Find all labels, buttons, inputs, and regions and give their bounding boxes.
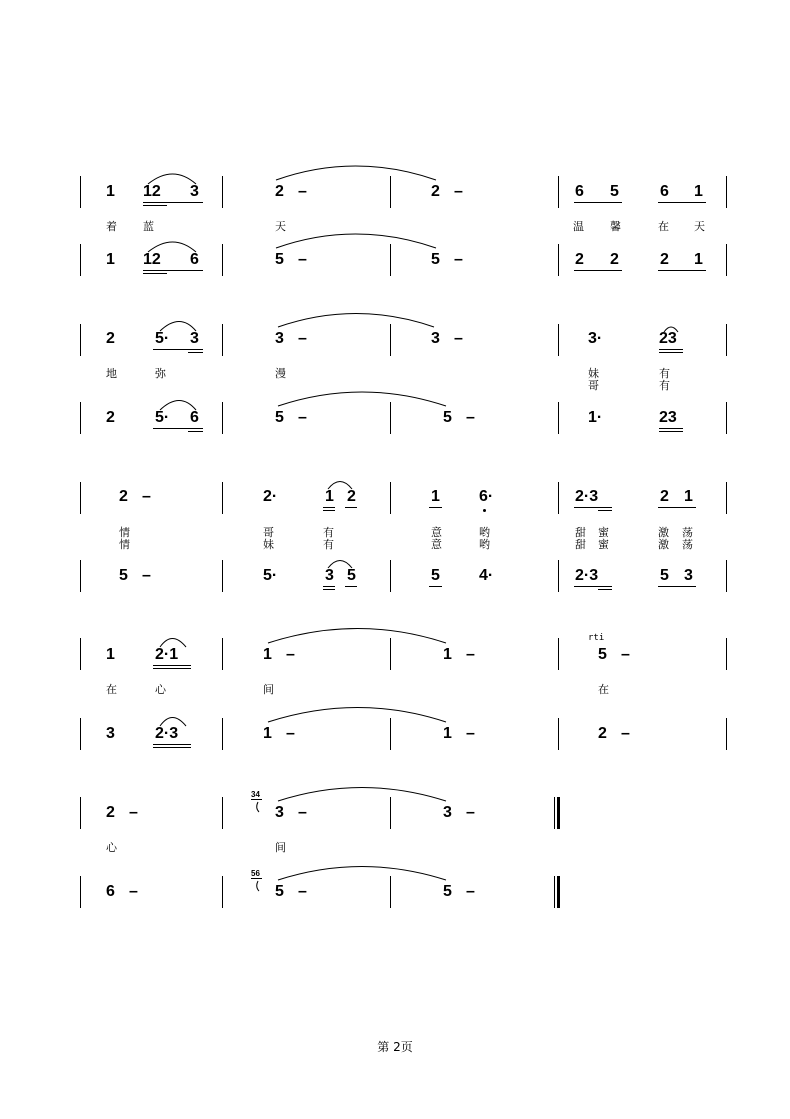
note: 3 <box>275 804 284 821</box>
grace-notes: 56 <box>251 869 260 878</box>
note: 23 <box>659 330 677 347</box>
lyric: 蜜 <box>598 526 609 539</box>
tie <box>278 788 446 802</box>
note: 1 <box>443 646 452 663</box>
lyric: 情 <box>119 526 130 539</box>
note: 2 <box>106 330 115 347</box>
note: 6 <box>190 409 199 426</box>
lyric: 妹 <box>263 538 274 551</box>
lyric: 着 <box>106 220 117 233</box>
lyric: 有 <box>323 526 334 539</box>
note: 5 <box>443 883 452 900</box>
note: 5 <box>431 567 440 584</box>
note: 2 <box>119 488 128 505</box>
grace-notes: 34 <box>251 790 260 799</box>
lyric: 激 <box>658 538 669 551</box>
note: 3 <box>443 804 452 821</box>
tie <box>278 867 446 881</box>
lyric: 荡 <box>682 538 693 551</box>
note: – <box>286 646 295 663</box>
note: 5 <box>610 183 619 200</box>
tie <box>268 708 446 723</box>
note: 2 <box>106 409 115 426</box>
ornament-mark: rti <box>588 633 605 643</box>
note: 5 <box>275 409 284 426</box>
lyric: 激 <box>658 526 669 539</box>
lyric: 意 <box>431 538 442 551</box>
note: 2 <box>660 488 669 505</box>
note: 1 <box>106 251 115 268</box>
lyric: 天 <box>275 220 286 233</box>
note: 5 <box>431 251 440 268</box>
note: 2 <box>106 804 115 821</box>
note: 5· <box>155 330 170 347</box>
tie <box>278 314 434 328</box>
note: 5 <box>119 567 128 584</box>
note: – <box>142 488 151 505</box>
lyric: 漫 <box>275 367 286 380</box>
note: 6 <box>575 183 584 200</box>
note: 2 <box>660 251 669 268</box>
lyric: 有 <box>323 538 334 551</box>
lyric: 地 <box>106 367 117 380</box>
lyric: 哥 <box>588 379 599 392</box>
note: 5 <box>347 567 356 584</box>
note: 2·1 <box>155 646 179 663</box>
note: – <box>621 646 630 663</box>
lyric: 心 <box>155 683 166 696</box>
lyric: 馨 <box>610 220 621 233</box>
note: – <box>466 725 475 742</box>
note: 3· <box>588 330 603 347</box>
tie <box>276 166 436 180</box>
note: 1· <box>588 409 603 426</box>
lyric: 弥 <box>155 367 166 380</box>
note: 6· <box>479 488 494 505</box>
note: 2·3 <box>575 488 599 505</box>
note: 2 <box>347 488 356 505</box>
lyric: 蜜 <box>598 538 609 551</box>
note: 5· <box>155 409 170 426</box>
note: – <box>298 183 307 200</box>
note: – <box>454 183 463 200</box>
note: 3 <box>190 183 199 200</box>
lyric: 甜 <box>575 526 586 539</box>
tie <box>278 392 446 406</box>
note: 3 <box>190 330 199 347</box>
lyric: 荡 <box>682 526 693 539</box>
note: 2 <box>431 183 440 200</box>
note: – <box>298 251 307 268</box>
note: – <box>466 409 475 426</box>
lyric: 意 <box>431 526 442 539</box>
note: 5 <box>275 251 284 268</box>
note: 1 <box>684 488 693 505</box>
note: 5 <box>275 883 284 900</box>
note: 1 <box>443 725 452 742</box>
note: 12 <box>143 251 161 268</box>
lyric: 哥 <box>263 526 274 539</box>
note: 2 <box>275 183 284 200</box>
note: 3 <box>325 567 334 584</box>
note: 2 <box>598 725 607 742</box>
note: – <box>129 883 138 900</box>
note: 2·3 <box>155 725 179 742</box>
note: 12 <box>143 183 161 200</box>
lyric: 在 <box>106 683 117 696</box>
lyric: 甜 <box>575 538 586 551</box>
note: 1 <box>263 646 272 663</box>
lyric: 蓝 <box>143 220 154 233</box>
note: 6 <box>106 883 115 900</box>
note: 3 <box>106 725 115 742</box>
note: – <box>466 804 475 821</box>
note: – <box>129 804 138 821</box>
note: 4· <box>479 567 494 584</box>
note: – <box>298 409 307 426</box>
note: 1 <box>106 646 115 663</box>
lyric: 有 <box>659 379 670 392</box>
note: – <box>298 804 307 821</box>
grace-hook <box>257 881 259 891</box>
tie <box>268 629 446 644</box>
note: 3 <box>684 567 693 584</box>
note: – <box>466 646 475 663</box>
page-number: 第 2页 <box>377 1040 413 1054</box>
tie <box>276 234 436 248</box>
note: 5 <box>443 409 452 426</box>
note: 2·3 <box>575 567 599 584</box>
lyric: 在 <box>598 683 609 696</box>
note: 23 <box>659 409 677 426</box>
note: 1 <box>694 183 703 200</box>
note: 6 <box>190 251 199 268</box>
lyric: 间 <box>275 841 286 854</box>
note: 2· <box>263 488 278 505</box>
note: 1 <box>106 183 115 200</box>
lyric: 哟 <box>479 538 490 551</box>
note: 6 <box>660 183 669 200</box>
note: 2 <box>575 251 584 268</box>
note: 5· <box>263 567 278 584</box>
lyric: 妹 <box>588 367 599 380</box>
lyric: 情 <box>119 538 130 551</box>
lyric: 温 <box>573 220 584 233</box>
note: 3 <box>431 330 440 347</box>
note: – <box>286 725 295 742</box>
note: 5 <box>660 567 669 584</box>
note: – <box>466 883 475 900</box>
lyric: 天 <box>694 220 705 233</box>
note: – <box>454 330 463 347</box>
lyric: 哟 <box>479 526 490 539</box>
note: 1 <box>263 725 272 742</box>
note: – <box>298 883 307 900</box>
note: 1 <box>325 488 334 505</box>
lyric: 有 <box>659 367 670 380</box>
note: 5 <box>598 646 607 663</box>
lyric: 间 <box>263 683 274 696</box>
note: – <box>621 725 630 742</box>
note: – <box>454 251 463 268</box>
note: – <box>298 330 307 347</box>
lyric: 在 <box>658 220 669 233</box>
note: – <box>142 567 151 584</box>
note: 1 <box>431 488 440 505</box>
lyric: 心 <box>106 841 117 854</box>
note: 3 <box>275 330 284 347</box>
note: 2 <box>610 251 619 268</box>
note: 1 <box>694 251 703 268</box>
grace-hook <box>257 802 259 812</box>
